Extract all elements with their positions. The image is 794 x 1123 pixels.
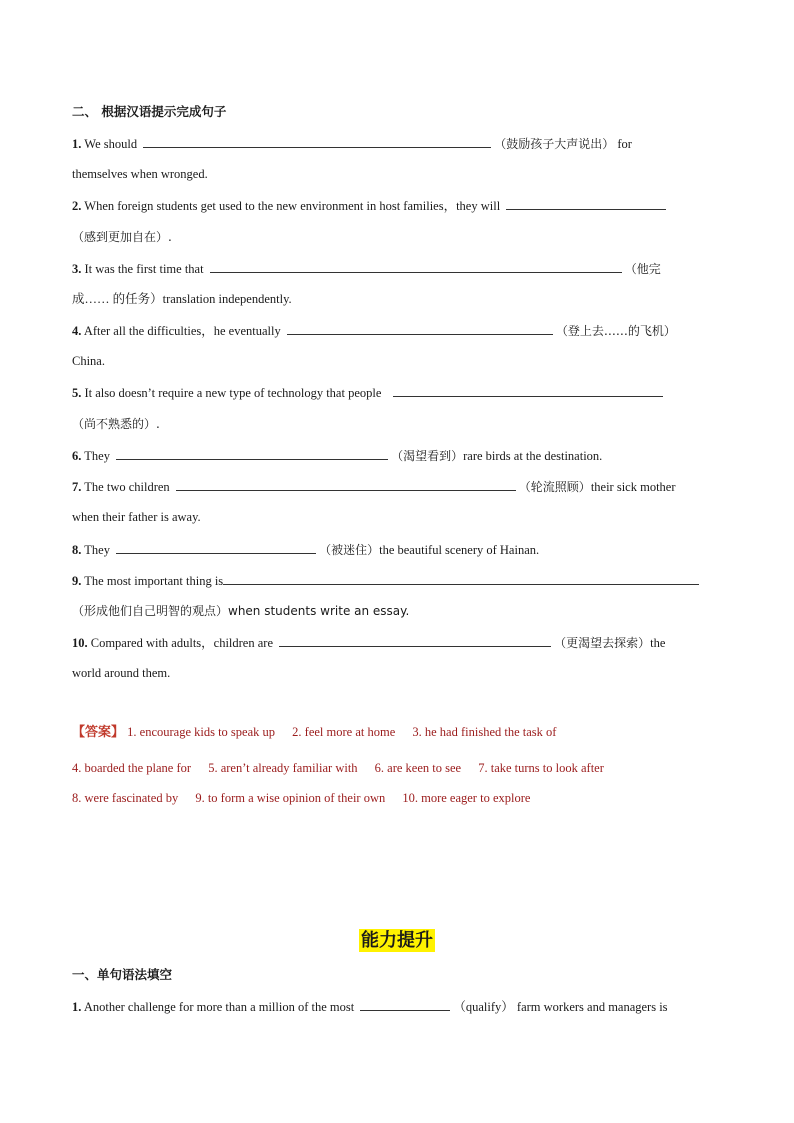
sentence-10-continued: world around them. [72, 666, 171, 680]
sentence-text: for [617, 137, 632, 151]
sentence-4-continued: China. [72, 354, 105, 368]
sentence-7 [72, 478, 722, 495]
section-banner [0, 926, 794, 952]
answer-item: 10. more eager to explore [402, 791, 531, 805]
sentence-text: the [650, 636, 666, 650]
sentence-text: When foreign students get used to the new environment in host families，they will [84, 199, 501, 213]
answer-item: 3. he had finished the task of [412, 725, 557, 739]
sentence-text: We should [84, 137, 138, 151]
answer-item: 7. take turns to look after [478, 761, 604, 775]
chinese-hint: （更渴望去探索） [554, 636, 651, 650]
answer-item: 9. to form a wise opinion of their own [195, 791, 386, 805]
item-number: 7. [72, 480, 82, 494]
item-number: 6. [72, 449, 82, 463]
answer-line-1 [72, 724, 722, 741]
answer-item: 6. are keen to see [374, 761, 462, 775]
answer-blank[interactable] [176, 478, 516, 491]
item-number: 4. [72, 324, 82, 338]
word-hint: （qualify） [453, 1000, 514, 1014]
sentence-text: （形成他们自己明智的观点）when students write an essay. [72, 604, 410, 618]
item-number: 3. [72, 262, 82, 276]
sentence-5-continued: （尚不熟悉的）. [72, 417, 160, 431]
chinese-hint: （渴望看到） [391, 449, 464, 463]
sentence-4 [72, 322, 722, 339]
chinese-hint: （他完 [624, 262, 661, 276]
sentence-text: It also doesn’t require a new type of technology that people [84, 386, 382, 400]
chinese-hint: （登上去……的飞机） [555, 324, 676, 338]
sentence-text: rare birds at the destination. [463, 449, 603, 463]
answer-blank[interactable] [143, 135, 491, 148]
answer-blank[interactable] [279, 634, 551, 647]
item-number: 5. [72, 386, 82, 400]
sentence-text: Compared with adults，children are [90, 636, 273, 650]
sentence-text: Another challenge for more than a million of the most [83, 1000, 355, 1014]
sentence-1-continued: themselves when wronged. [72, 167, 208, 181]
chinese-hint: （轮流照顾） [518, 480, 591, 494]
section-title-translation: 二、 根据汉语提示完成句子 [72, 104, 227, 119]
answer-blank[interactable] [506, 197, 666, 210]
sentence-6 [72, 447, 722, 464]
sentence-3 [72, 260, 722, 277]
answer-blank[interactable] [393, 384, 663, 397]
item-number: 2. [72, 199, 82, 213]
answer-blank[interactable] [210, 260, 622, 273]
sentence-text: They [84, 543, 110, 557]
sentence-text: It was the first time that [84, 262, 204, 276]
answer-blank[interactable] [287, 322, 553, 335]
section-title-grammar: 一、单句语法填空 [72, 967, 173, 982]
answer-item: 2. feel more at home [292, 725, 396, 739]
answer-item: 5. aren’t already familiar with [208, 761, 358, 775]
answer-blank[interactable] [116, 541, 316, 554]
sentence-9-continued [72, 603, 722, 619]
item-number: 9. [72, 574, 82, 588]
answer-line-2 [72, 760, 722, 776]
answer-blank[interactable] [223, 572, 699, 585]
chinese-hint: （被迷住） [319, 543, 380, 557]
sentence-1 [72, 135, 722, 152]
item-number: 1. [72, 137, 82, 151]
answer-item: 1. encourage kids to speak up [127, 725, 276, 739]
answer-tag: 【答案】 [72, 725, 125, 740]
sentence-9 [72, 572, 722, 589]
answer-blank[interactable] [360, 998, 450, 1011]
sentence-2 [72, 197, 722, 214]
sentence-text: the beautiful scenery of Hainan. [379, 543, 540, 557]
banner-title: 能力提升 [361, 930, 433, 951]
sentence-8 [72, 541, 722, 558]
sentence-10 [72, 634, 722, 651]
grammar-sentence-1 [72, 998, 722, 1015]
answer-item: 4. boarded the plane for [72, 761, 192, 775]
item-number: 8. [72, 543, 82, 557]
sentence-text: The two children [84, 480, 170, 494]
sentence-text: their sick mother [590, 480, 676, 494]
item-number: 10. [72, 636, 88, 650]
sentence-text: They [84, 449, 110, 463]
sentence-text: The most important thing is [84, 574, 224, 588]
answer-blank[interactable] [116, 447, 388, 460]
sentence-7-continued: when their father is away. [72, 510, 201, 524]
sentence-5 [72, 384, 722, 401]
sentence-2-continued: （感到更加自在）. [72, 230, 172, 244]
chinese-hint: （鼓励孩子大声说出） [494, 137, 615, 151]
answer-line-3 [72, 790, 722, 806]
answer-item: 8. were fascinated by [72, 791, 179, 805]
item-number: 1. [72, 1000, 82, 1014]
sentence-text: farm workers and managers is [516, 1000, 668, 1014]
sentence-text: After all the difficulties，he eventually [83, 324, 281, 338]
sentence-3-continued: 成…… 的任务）translation independently. [72, 292, 292, 306]
